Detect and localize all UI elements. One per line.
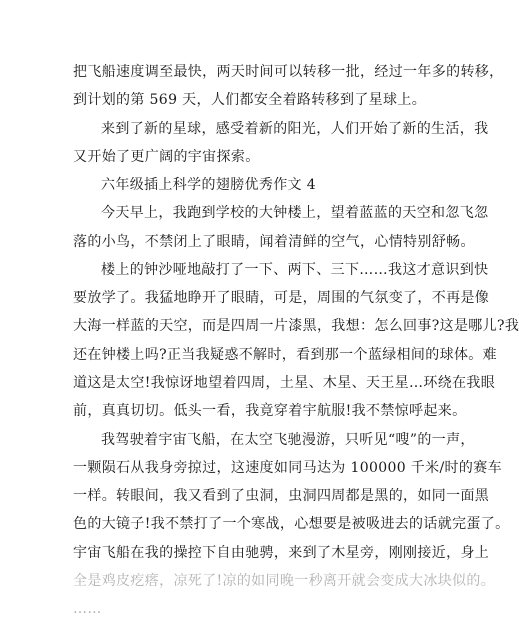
text-line: 一颗陨石从我身旁掠过，这速度如同马达为 100000 千米/时的赛车	[73, 460, 502, 476]
text-line: 大海一样蓝的天空，而是四周一片漆黑，我想：怎么回事?这是哪儿?我	[73, 318, 519, 334]
text-line: 还在钟楼上吗?正当我疑惑不解时，看到那一个蓝绿相间的球体。难	[73, 347, 498, 363]
text-line: 落的小鸟，不禁闭上了眼睛，闻着清鲜的空气，心情特别舒畅。	[73, 234, 475, 250]
text-line: 又开始了更广阔的宇宙探索。	[73, 149, 260, 165]
text-line: 全是鸡皮疙瘩，凉死了!凉的如同晚一秒离开就会变成大冰块似的。	[73, 573, 496, 589]
text-line: 一样。转眼间，我又看到了虫洞，虫洞四周都是黑的，如同一面黑	[73, 488, 490, 504]
text-line: 我驾驶着宇宙飞船，在太空飞驰漫游，只听见“嗖”的一声，	[101, 432, 475, 448]
text-line: 前，真真切切。低头一看，我竟穿着宇航服!我不禁惊呼起来。	[73, 403, 467, 419]
text-line: ……	[73, 601, 102, 617]
text-line: 道这是太空!我惊讶地望着四周，土星、木星、天王星…环绕在我眼	[73, 375, 496, 391]
text-line: 宇宙飞船在我的操控下自由驰骋，来到了木星旁，刚刚接近，身上	[73, 545, 490, 561]
text-line: 楼上的钟沙哑地敲打了一下、两下、三下……我这才意识到快	[101, 262, 489, 278]
section-heading: 六年级插上科学的翅膀优秀作文 4	[101, 177, 316, 193]
text-line: 今天早上，我跑到学校的大钟楼上，望着蓝蓝的天空和忽飞忽	[101, 205, 489, 221]
text-line: 要放学了。我猛地睁开了眼睛，可是，周围的气氛变了，不再是像	[73, 290, 490, 306]
text-line: 来到了新的星球，感受着新的阳光，人们开始了新的生活，我	[101, 121, 489, 137]
text-line: 色的大镜子!我不禁打了一个寒战，心想要是被吸进去的话就完蛋了。	[73, 516, 510, 532]
text-line: 到计划的第 569 天，人们都安全着路转移到了星球上。	[73, 92, 427, 108]
text-line: 把飞船速度调至最快，两天时间可以转移一批，经过一年多的转移，	[73, 64, 504, 80]
